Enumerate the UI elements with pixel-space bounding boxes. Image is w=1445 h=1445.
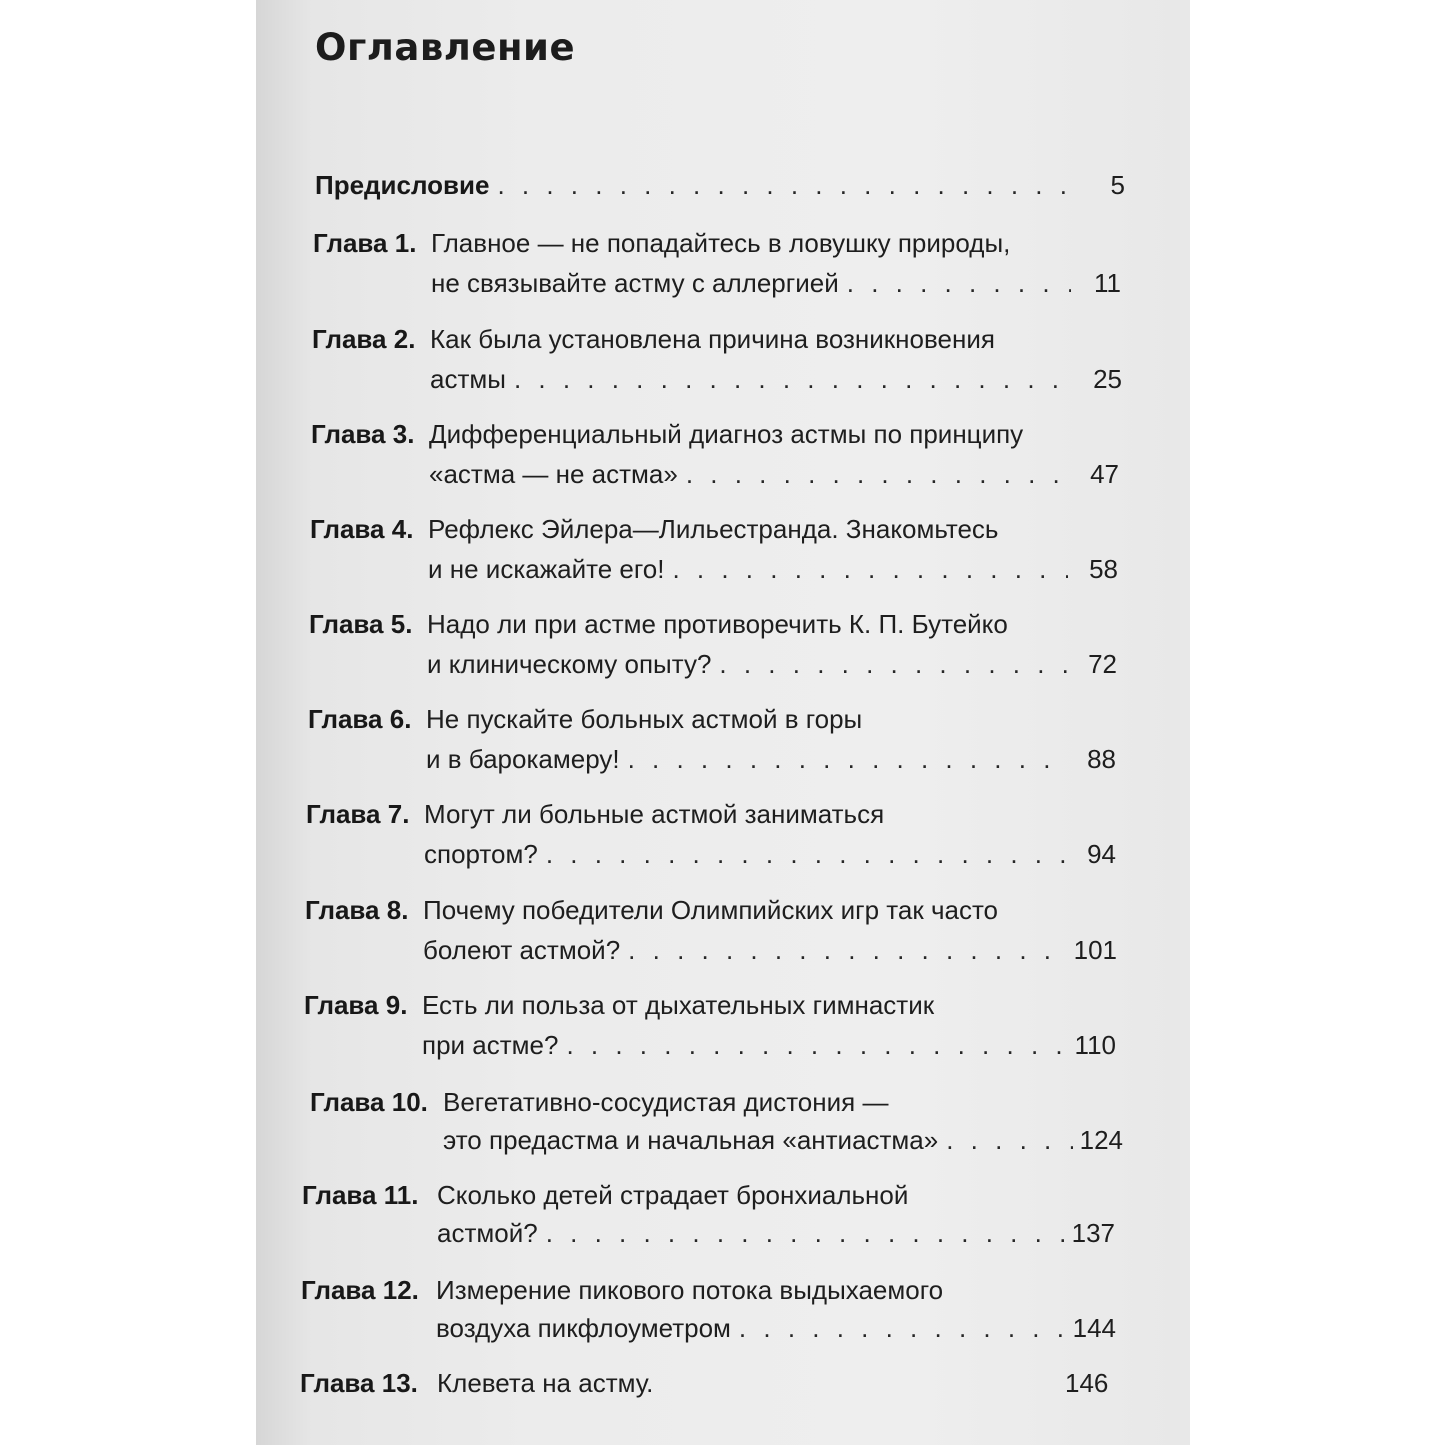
toc-chapter-label: Глава 3.	[311, 419, 415, 449]
toc-entry-line	[428, 552, 1118, 586]
toc-page-number: 5	[1110, 170, 1125, 200]
toc-preface-label: Предисловие	[315, 170, 490, 200]
toc-leader-dots	[719, 647, 1067, 681]
toc-chapter-label: Глава 5.	[309, 609, 413, 639]
toc-leader-dots	[514, 362, 1072, 396]
toc-page-number: 144	[1072, 1313, 1116, 1343]
toc-chapter-title-line1: Почему победители Олимпийских игр так часто	[423, 895, 999, 925]
toc-chapter-title-line2: это предастма и начальная «антиастма»	[443, 1125, 939, 1155]
toc-page-number: 94	[1087, 839, 1116, 869]
toc-leader-dots	[739, 1311, 1066, 1345]
toc-entry-line	[423, 933, 1117, 967]
toc-chapter-title-line2: астмы	[430, 364, 506, 394]
toc-leader-dots	[847, 266, 1071, 300]
toc-page-number: 58	[1089, 554, 1118, 584]
toc-entry-line	[436, 1311, 1116, 1345]
toc-entry-line	[430, 362, 1122, 396]
toc-entry-line	[431, 266, 1121, 300]
toc-chapter-label: Глава 9.	[304, 990, 408, 1020]
toc-chapter-title-line1: Надо ли при астме противоречить К. П. Бутейко	[427, 609, 1008, 639]
toc-leader-dots	[686, 457, 1069, 491]
toc-page-number: 11	[1094, 268, 1121, 298]
toc-chapter-title-line1: Измерение пикового потока выдыхаемого	[436, 1275, 944, 1305]
toc-page-number: 137	[1071, 1218, 1115, 1248]
toc-chapter-title-line1: Дифференциальный диагноз астмы по принципу	[429, 419, 1024, 449]
toc-chapter-label: Глава 7.	[306, 799, 410, 829]
toc-chapter-title-line1: Могут ли больные астмой заниматься	[424, 799, 885, 829]
toc-leader-dots	[497, 168, 1075, 202]
toc-chapter-title-line1: Не пускайте больных астмой в горы	[426, 704, 863, 734]
toc-leader-dots	[628, 933, 1067, 967]
toc-leader-dots	[546, 1216, 1065, 1250]
toc-chapter-title-line2: астмой?	[437, 1218, 538, 1248]
toc-chapter-title-line2: и в барокамеру!	[426, 744, 620, 774]
toc-leader-dots	[628, 742, 1066, 776]
toc-chapter-label: Глава 4.	[310, 514, 414, 544]
toc-page-number: 25	[1093, 364, 1122, 394]
toc-chapter-title-line2: Клевета на астму.	[437, 1368, 654, 1398]
toc-leader-dots	[566, 1028, 1066, 1062]
toc-page-number: 110	[1074, 1030, 1116, 1060]
toc-chapter-title-line2: воздуха пикфлоуметром	[436, 1313, 731, 1343]
toc-entry-line	[443, 1123, 1123, 1157]
toc-chapter-label: Глава 8.	[305, 895, 409, 925]
toc-chapter-title-line2: болеют астмой?	[423, 935, 621, 965]
toc-entry-line	[424, 837, 1116, 871]
toc-chapter-title-line2: «астма — не астма»	[429, 459, 678, 489]
toc-chapter-title-line1: Как была установлена причина возникновения	[430, 324, 995, 354]
toc-chapter-title-line2: спортом?	[424, 839, 538, 869]
toc-page-number: 146	[1065, 1368, 1109, 1398]
toc-chapter-title-line1: Рефлекс Эйлера—Лильестранда. Знакомьтесь	[428, 514, 999, 544]
toc-chapter-label: Глава 2.	[312, 324, 416, 354]
toc-page-number: 47	[1090, 459, 1119, 489]
toc-leader-dots	[672, 552, 1068, 586]
toc-chapter-label: Глава 12.	[301, 1275, 419, 1305]
toc-entry-line	[422, 1028, 1116, 1062]
toc-entry-line	[315, 168, 1125, 202]
toc-page-number: 72	[1088, 649, 1117, 679]
toc-chapter-label: Глава 10.	[310, 1087, 428, 1117]
toc-entry-line	[429, 457, 1119, 491]
toc-entry-line	[426, 742, 1116, 776]
toc-leader-dots	[946, 1123, 1073, 1157]
toc-chapter-title-line2: при астме?	[422, 1030, 559, 1060]
toc-page-number: 88	[1087, 744, 1116, 774]
toc-chapter-label: Глава 1.	[313, 228, 417, 258]
toc-chapter-title-line1: Есть ли польза от дыхательных гимнастик	[422, 990, 935, 1020]
toc-chapter-title-line1: Вегетативно-сосудистая дистония —	[443, 1087, 889, 1117]
toc-chapter-title-line2: и клиническому опыту?	[427, 649, 712, 679]
toc-chapter-title-line1: Сколько детей страдает бронхиальной	[437, 1180, 909, 1210]
toc-page-number: 101	[1073, 935, 1117, 965]
toc-title: Оглавление	[315, 26, 576, 69]
toc-chapter-label: Глава 13.	[300, 1368, 418, 1398]
toc-entry-line	[427, 647, 1117, 681]
toc-leader-dots	[546, 837, 1066, 871]
toc-page-number: 124	[1079, 1125, 1123, 1155]
toc-chapter-title-line2: и не искажайте его!	[428, 554, 665, 584]
toc-chapter-label: Глава 6.	[308, 704, 412, 734]
toc-chapter-title-line1: Главное — не попадайтесь в ловушку природы,	[431, 228, 1011, 258]
toc-chapter-label: Глава 11.	[302, 1180, 419, 1210]
toc-chapter-title-line2: не связывайте астму с аллергией	[431, 268, 839, 298]
toc-entry-line	[437, 1216, 1115, 1250]
